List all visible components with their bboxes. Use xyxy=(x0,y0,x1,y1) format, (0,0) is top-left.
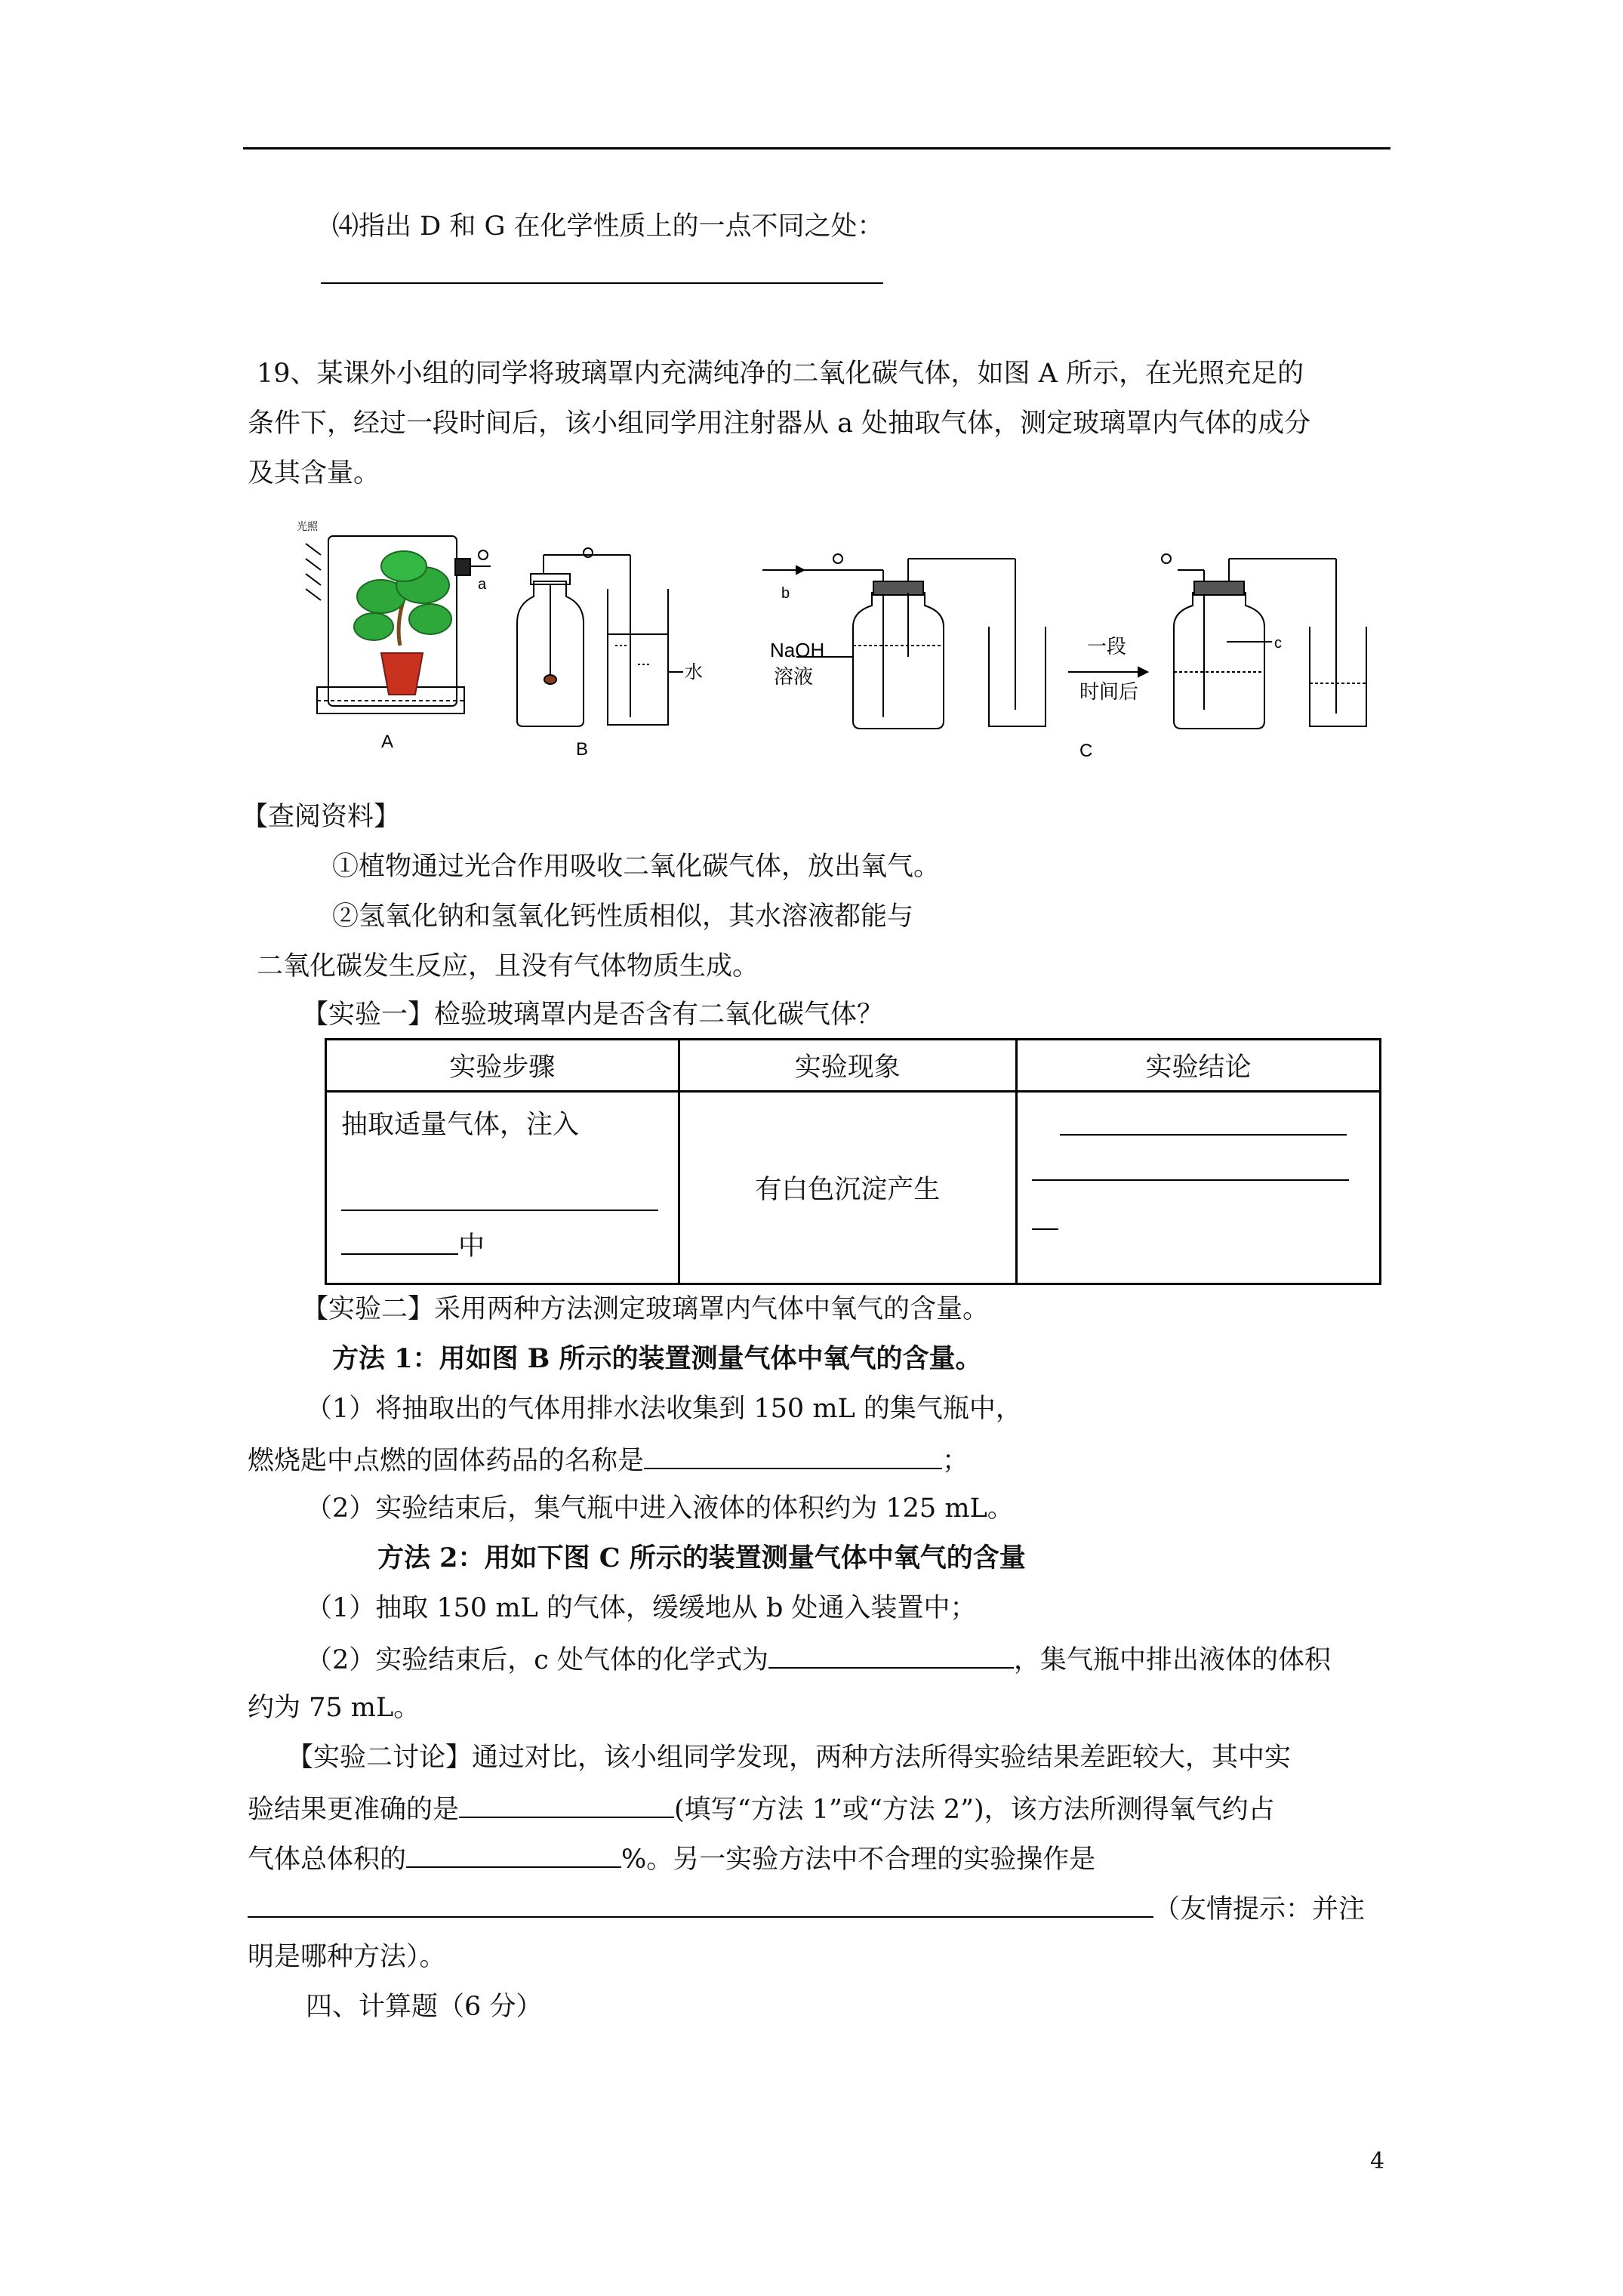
chemical-formula-blank[interactable] xyxy=(768,1641,1014,1669)
step-tail: 中 xyxy=(458,1231,485,1262)
naoh-label: NaOH xyxy=(770,639,825,661)
reference-item-1: ①植物通过光合作用吸收二氧化碳气体，放出氧气。 xyxy=(332,852,941,882)
method1-title: 方法 1：用如图 B 所示的装置测量气体中氧气的含量。 xyxy=(332,1343,982,1374)
phenomenon-text: 有白色沉淀产生 xyxy=(755,1175,941,1205)
label-b-inlet: b xyxy=(781,585,790,602)
table-cell-phenomenon xyxy=(679,1092,1016,1284)
discussion-line5: 明是哪种方法）。 xyxy=(248,1942,446,1972)
reference-item-2-cont: 二氧化碳发生反应，且没有气体物质生成。 xyxy=(257,951,759,982)
discussion-line3 xyxy=(248,1841,1095,1876)
step-answer-blank-2[interactable] xyxy=(341,1228,458,1255)
method1-step1-cont xyxy=(248,1442,969,1478)
experiment2-heading: 【实验二】采用两种方法测定玻璃罩内气体中氧气的含量。 xyxy=(302,1294,990,1324)
arrow-label-1: 一段 xyxy=(1087,636,1127,658)
header-rule xyxy=(243,147,1390,149)
reference-item-2: ②氢氧化钠和氢氧化钙性质相似，其水溶液都能与 xyxy=(332,901,914,932)
conclusion-blank-1[interactable] xyxy=(1060,1108,1347,1136)
label-a-figure: A xyxy=(381,732,394,752)
discussion-line3-b: %。另一实验方法中不合理的实验操作是 xyxy=(621,1845,1096,1875)
unreasonable-operation-blank[interactable] xyxy=(248,1891,1153,1918)
section4-title: 四、计算题（6 分） xyxy=(306,1992,543,2022)
light-label: 光照 xyxy=(297,521,318,533)
table-header-phenomenon: 实验现象 xyxy=(679,1040,1016,1092)
water-label: 水 xyxy=(685,661,703,683)
q18-part4-prompt: ⑷指出 D 和 G 在化学性质上的一点不同之处： xyxy=(332,211,884,242)
label-c-figure: C xyxy=(1079,741,1093,761)
method-choice-blank[interactable] xyxy=(459,1791,674,1818)
label-a-port: a xyxy=(478,576,487,593)
arrow-label-2: 时间后 xyxy=(1079,681,1139,704)
discussion-line4 xyxy=(248,1891,1365,1926)
time-arrow xyxy=(1068,636,1147,704)
table-cell-conclusion[interactable] xyxy=(1016,1092,1380,1284)
method2-title: 方法 2：用如下图 C 所示的装置测量气体中氧气的含量 xyxy=(377,1542,1026,1573)
figure-c-before xyxy=(762,554,1046,729)
discussion-line1: 【实验二讨论】通过对比，该小组同学发现，两种方法所得实验结果差距较大，其中实 xyxy=(287,1743,1292,1773)
method2-step2-cont: 约为 75 mL。 xyxy=(248,1693,420,1723)
naoh-solution-label: 溶液 xyxy=(774,666,814,689)
step-answer-blank-1[interactable] xyxy=(341,1184,658,1218)
experiment1-heading: 【实验一】检验玻璃罩内是否含有二氧化碳气体？ xyxy=(302,1000,884,1030)
method1-step1-cont-text: 燃烧匙中点燃的固体药品的名称是 xyxy=(248,1446,645,1476)
figure-a xyxy=(297,520,491,752)
method2-step2 xyxy=(306,1641,1331,1677)
conclusion-blank-3[interactable] xyxy=(1032,1203,1058,1230)
method1-step1-end: ； xyxy=(942,1446,969,1476)
reference-heading: 【查阅资料】 xyxy=(242,802,401,832)
label-b-figure: B xyxy=(576,739,589,760)
discussion-line2-a: 验结果更准确的是 xyxy=(248,1795,460,1825)
label-c-gas: c xyxy=(1274,635,1282,652)
apparatus-figure xyxy=(291,513,1393,770)
oxygen-percent-blank[interactable] xyxy=(406,1841,621,1868)
discussion-line3-a: 气体总体积的 xyxy=(248,1845,407,1875)
discussion-line4-end: （友情提示：并注 xyxy=(1153,1894,1366,1925)
q19-intro-line1: 19、某课外小组的同学将玻璃罩内充满纯净的二氧化碳气体，如图 A 所示，在光照充足的 xyxy=(257,359,1304,389)
method1-step1: （1）将抽取出的气体用排水法收集到 150 mL 的集气瓶中， xyxy=(306,1394,1022,1424)
experiment1-table xyxy=(325,1038,1381,1285)
table-header-step: 实验步骤 xyxy=(326,1040,679,1092)
q19-intro-line3: 及其含量。 xyxy=(248,458,380,488)
table-cell-step xyxy=(326,1092,679,1284)
step-text: 抽取适量气体，注入 xyxy=(341,1110,580,1140)
method2-step1: （1）抽取 150 mL 的气体，缓缓地从 b 处通入装置中； xyxy=(306,1593,977,1623)
conclusion-blank-2[interactable] xyxy=(1032,1154,1349,1181)
q19-intro-line2: 条件下，经过一段时间后，该小组同学用注射器从 a 处抽取气体，测定玻璃罩内气体的成分 xyxy=(248,408,1311,439)
q18-part4-answer-blank[interactable] xyxy=(321,257,883,292)
method1-step2: （2）实验结束后，集气瓶中进入液体的体积约为 125 mL。 xyxy=(306,1493,1014,1524)
discussion-line2 xyxy=(248,1791,1275,1826)
method2-step2-text: （2）实验结束后，c 处气体的化学式为 xyxy=(306,1645,768,1675)
step-answer-line-2 xyxy=(341,1225,485,1263)
discussion-line2-b: (填写“方法 1”或“方法 2”)，该方法所测得氧气约占 xyxy=(674,1795,1275,1825)
method2-step2-end: ，集气瓶中排出液体的体积 xyxy=(1014,1645,1332,1675)
table-header-conclusion: 实验结论 xyxy=(1016,1040,1380,1092)
drug-name-blank[interactable] xyxy=(644,1442,942,1469)
figure-b xyxy=(517,548,703,760)
apparatus-diagram xyxy=(291,513,1393,770)
page-number: 4 xyxy=(1370,2148,1385,2174)
